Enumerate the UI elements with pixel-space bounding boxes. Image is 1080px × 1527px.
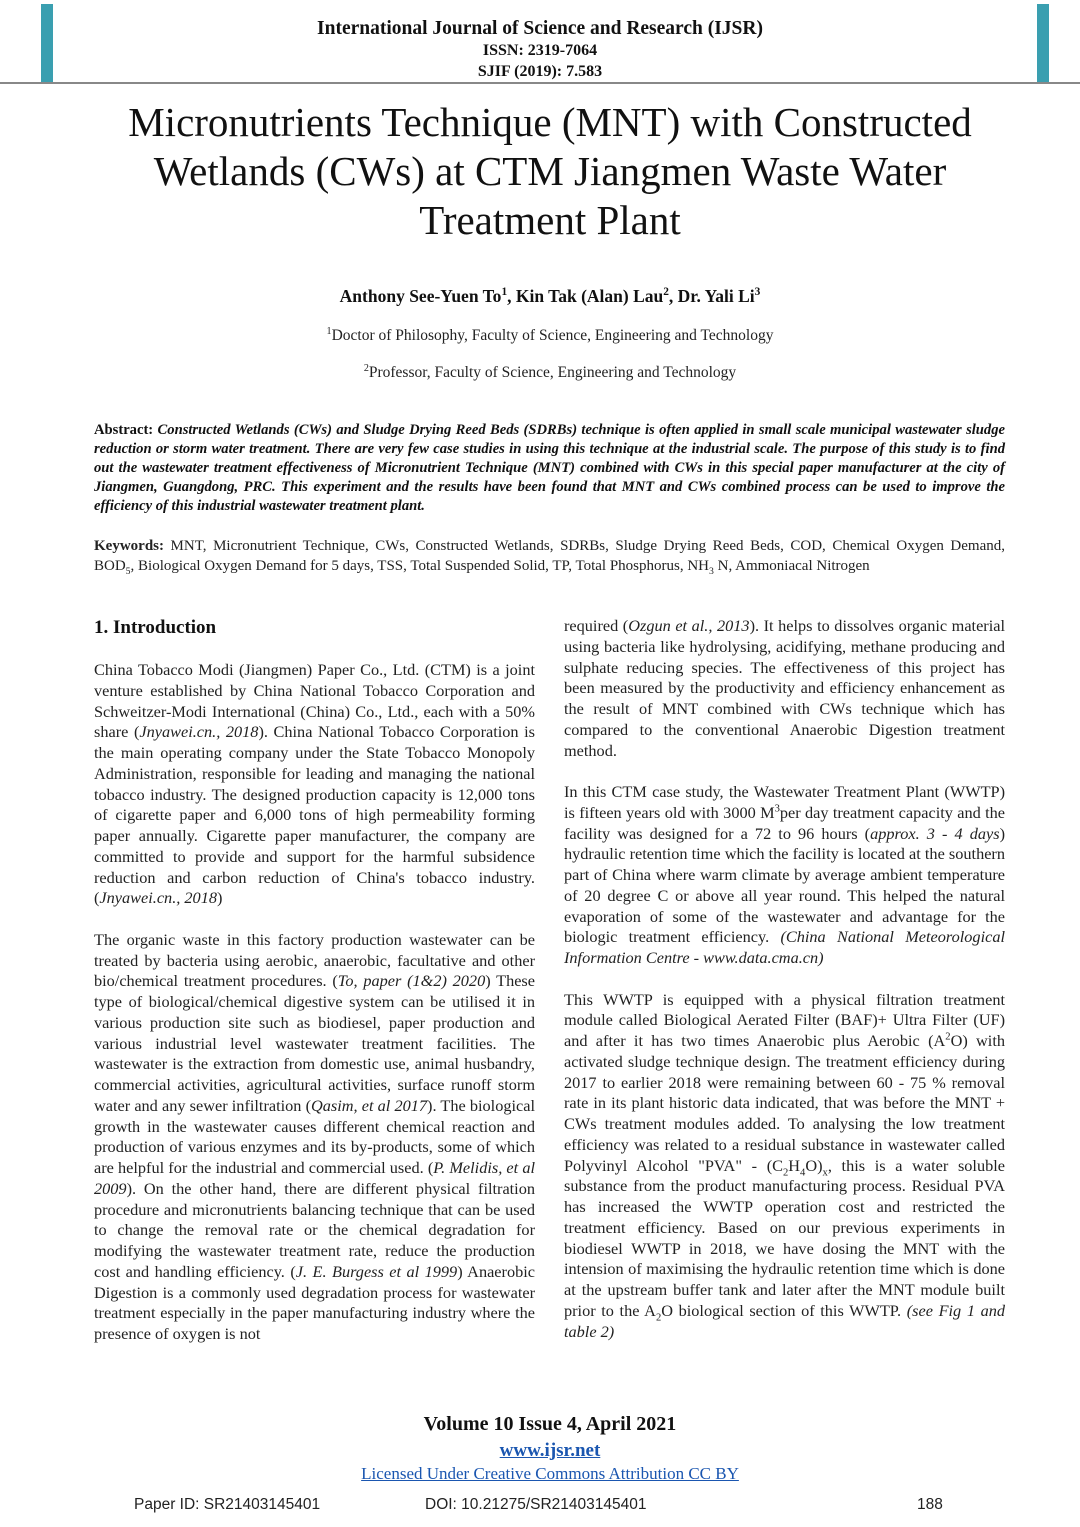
- title-line-3: Treatment Plant: [419, 197, 681, 243]
- paragraph: required (Ozgun et al., 2013). It helps to dissolves organic material using bacteria like hydrolysing, acidifying, methane producing and sulphate reducing species. The effectiveness of this project has been measured by the productivity and efficiency enhancement as the result of MNT combined with CWs technique which has compared to the conventional Anaerobic Digestion treatment method.: [564, 616, 1006, 760]
- footer-license-link[interactable]: Licensed Under Creative Commons Attribution CC BY: [361, 1464, 739, 1483]
- paragraph: This WWTP is equipped with a physical filtration treatment module called Biological Aerated Filter (BAF)+ Ultra Filter (UF) and after it has two times Anaerobic plus Aerobic $(A^2O)$ with activated sludge technique design. The treatment efficiency during 2017 to earlier 2018 were remaining between 60 - 75 % removal rate in its plant historic data indicated, that was before the MNT + CWs treatment modules added. To analysing the low treatment efficiency was related to a residual substance in wastewater called Polyvinyl Alcohol "PVA" - $(C_2H_4O)_x$, this is a water soluble substance from the product manufacturing process. Residual PVA has increased the WWTP operation cost and restricted the treatment efficiency. Based on our previous experiments in biodiesel WWTP in 2018, we have dosing the MNT with the intension of maximising the hydraulic retention time which is done at the upstream buffer tank and later after the MNT module built prior to the $A_2O$ biological section of this WWTP. (see Fig 1 and table 2): [564, 989, 1005, 1341]
- section-heading-introduction: 1. Introduction: [94, 617, 217, 638]
- page-number: 188: [917, 1496, 943, 1513]
- header-rule: [0, 82, 1080, 84]
- title-line-1: Micronutrients Technique (MNT) with Constructed: [128, 99, 972, 145]
- paragraph: The organic waste in this factory production wastewater can be treated by bacteria using aerobic, anaerobic, facultative and other bio/chemical treatment procedures. (To, paper (1&2) 2020) These type of biological/chemical digestive system can be utilised it in various production site such as biodiesel, paper production and various industrial level wastewater treatment facilities. The wastewater is the extraction from domestic use, animal husbandry, commercial activities, agricultural activities, surface runoff storm water and any sewer infiltration (Qasim, et al 2017). The biological growth in the wastewater causes different chemical reaction and production of various enzymes and its by-products, some of which are helpful for the industrial and commercial used. (P. Melidis, et al 2009). On the other hand, there are different physical filtration procedure and micronutrients balancing technique that can be used to change the removal rate or the chemical degradation for modifying the wastewater treatment rate, reduce the production cost and handling efficiency. (J. E. Burgess et al 1999) Anaerobic Digestion is a commonly used degradation process for wastewater treatment especially in the paper manufacturing industry where the presence of oxygen is not: [94, 929, 535, 1343]
- paper-title: [60, 98, 1040, 245]
- right-column: [564, 616, 1005, 1363]
- paragraph: In this CTM case study, the Wastewater Treatment Plant (WWTP) is fifteen years old with 3000 $M^3per$ day treatment capacity and the facility was designed for a 72 to 96 hours (approx. 3 - 4 days) hydraulic retention time which the facility is located at the southern part of China where warm climate by average ambient temperature of 20 degree C or above all year round. This helped the natural evaporation of some of the wastewater and advantage for the biologic treatment efficiency. (China National Meteorological Information Centre - www.data.cma.cn): [564, 782, 1006, 967]
- paper-id: Paper ID: SR21403145401: [134, 1496, 321, 1513]
- paragraph: China Tobacco Modi (Jiangmen) Paper Co., Ltd. (CTM) is a joint venture established by China National Tobacco Corporation and Schweitzer-Modi International (China) Co., Ltd., each with a 50% share (Jnyawei.cn., 2018). China National Tobacco Corporation is the main operating company under the State Tobacco Monopoly Administration, responsible for leading and managing the national tobacco industry. The designed production capacity is 12,000 tons of cigarette paper and 6,000 tons of high permeability forming paper annually. Cigarette paper manufacturer, the company are committed to provide and support for the harmful subsidence reduction and carbon reduction of China's tobacco industry. (Jnyawei.cn., 2018): [94, 660, 536, 908]
- sjif: SJIF (2019): 7.583: [477, 63, 603, 80]
- affiliation-2: $^2$Professor, Faculty of Science, Engineering and Technology: [363, 362, 737, 381]
- issn: ISSN: 2319-7064: [482, 42, 598, 59]
- keywords: Keywords: MNT, Micronutrient Technique, CWs, Constructed Wetlands, SDRBs, Sludge Drying Reed Beds, COD, Chemical Oxygen Demand, $BOD_5$, Biological Oxygen Demand for 5 days, TSS, Total Suspended Solid, TP, Total Phosphorus, $NH_3$ N, Ammoniacal Nitrogen: [94, 538, 1005, 577]
- title-line-2: Wetlands (CWs) at CTM Jiangmen Waste Water: [153, 148, 947, 194]
- journal-name: International Journal of Science and Research (IJSR): [317, 18, 763, 39]
- affiliation-1: $^1$Doctor of Philosophy, Faculty of Science, Engineering and Technology: [326, 325, 774, 344]
- footer-volume: Volume 10 Issue 4, April 2021: [423, 1413, 677, 1435]
- abstract: Abstract: Constructed Wetlands (CWs) and Sludge Drying Reed Beds (SDRBs) technique is often applied in small scale municipal wastewater sludge reduction or storm water treatment. There are very few case studies in using this technique at the industrial scale. The purpose of this study is to find out the wastewater treatment effectiveness of Micronutrient Technique (MNT) combined with CWs in this special paper manufacturer at the city of Jiangmen, Guangdong, PRC. This experiment and the results have been found that MNT and CWs combined process can be used to improve the efficiency of this industrial wastewater treatment plant.: [94, 422, 1005, 514]
- doi: DOI: 10.21275/SR21403145401: [425, 1496, 647, 1513]
- footer-journal-link[interactable]: www.ijsr.net: [499, 1440, 601, 1461]
- authors: Anthony See-Yuen To$^1$, Kin Tak (Alan) Lau$^2$, Dr. Yali Li$^3$: [339, 286, 761, 306]
- left-column: [94, 660, 535, 1366]
